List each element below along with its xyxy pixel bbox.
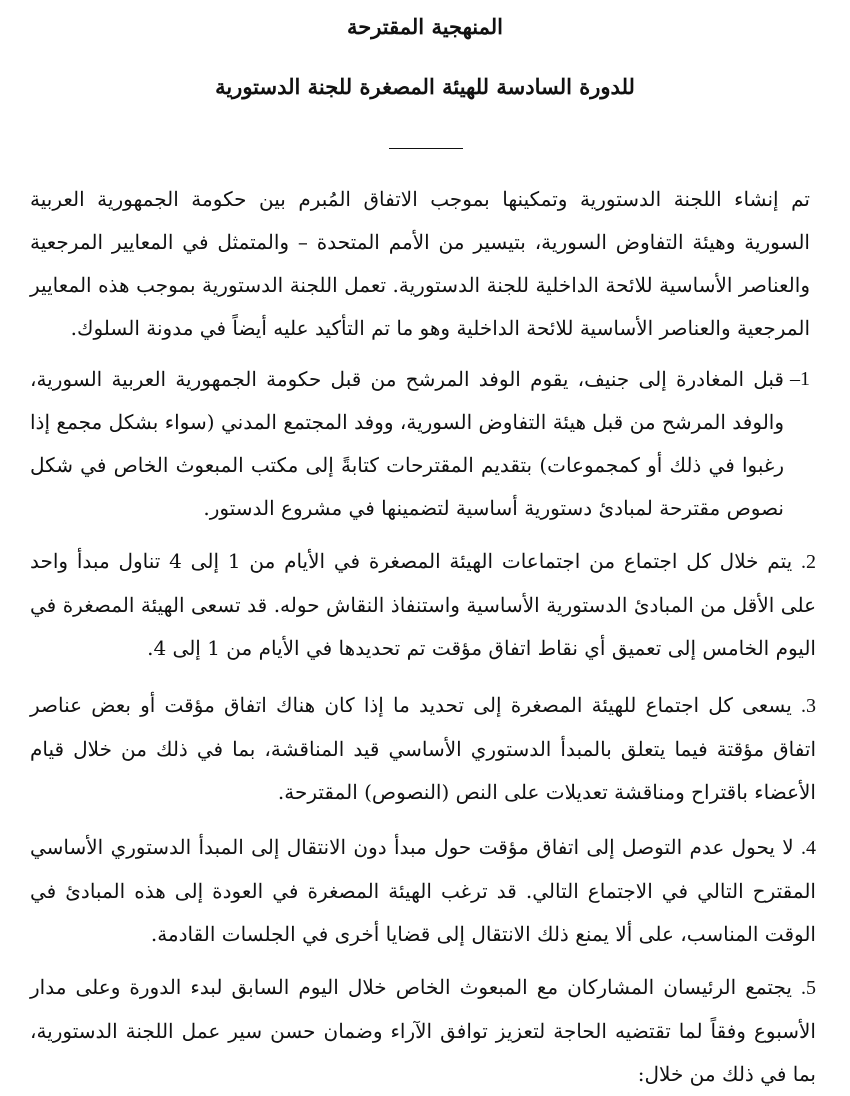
list-item-1-text: قبل المغادرة إلى جنيف، يقوم الوفد المرشح من قبل حكومة الجمهورية العربية السورية، والوفد المرشح من قبل هيئة التفاوض السورية، ووفد المجتمع المدني (سواء بشكل مجمع إذا رغبوا في ذلك أو كمجموعات) بتقديم المقترحات كتابةً إلى مكتب المبعوث الخاص في شكل نصوص مقترحة لمبادئ دستورية أساسية لتضمينها في مشروع الدستور. — [30, 367, 784, 520]
document-title: المنهجية المقترحة — [346, 14, 503, 39]
list-item-1-number: 1– — [790, 368, 810, 390]
list-item-3-number: 3. — [801, 695, 816, 717]
list-item-3-text: يسعى كل اجتماع للهيئة المصغرة إلى تحديد ما إذا كان هناك اتفاق مؤقت أو بعض عناصر اتفاق مؤقتة فيما يتعلق بالمبدأ الدستوري الأساسي قيد المناقشة، بما في ذلك من خلال قيام الأعضاء باقتراح ومناقشة تعديلات على النص (النصوص) المقترحة. — [30, 693, 816, 804]
list-item-1 — [30, 358, 810, 530]
list-item-3 — [30, 684, 816, 814]
list-item-4-text: لا يحول عدم التوصل إلى اتفاق مؤقت حول مبدأ دون الانتقال إلى المبدأ الدستوري الأساسي المقترح التالي في الاجتماع التالي. قد ترغب الهيئة المصغرة في العودة إلى هذه المبادئ في الوقت المناسب، على ألا يمنع ذلك الانتقال إلى قضايا أخرى في الجلسات القادمة. — [30, 835, 816, 946]
list-item-2 — [30, 540, 816, 670]
list-item-4 — [30, 826, 816, 956]
list-item-4-number: 4. — [801, 837, 816, 859]
list-item-5-text: يجتمع الرئيسان المشاركان مع المبعوث الخاص خلال اليوم السابق لبدء الدورة وعلى مدار الأسبوع وفقاً لما تقتضيه الحاجة لتعزيز توافق الآراء وضمان حسن سير عمل اللجنة الدستورية، بما في ذلك من خلال: — [30, 975, 816, 1086]
intro-paragraph: تم إنشاء اللجنة الدستورية وتمكينها بموجب الاتفاق المُبرم بين حكومة الجمهورية العربية السورية وهيئة التفاوض السورية، بتيسير من الأمم المتحدة – والمتمثل في المعايير المرجعية والعناصر الأساسية للائحة الداخلية للجنة الدستورية. تعمل اللجنة الدستورية بموجب هذه المعايير المرجعية والعناصر الأساسية للائحة الداخلية وهو ما تم التأكيد عليه أيضاً في مدونة السلوك. — [30, 187, 810, 340]
list-item-5-number: 5. — [801, 977, 817, 999]
document-subtitle: للدورة السادسة للهيئة المصغرة للجنة الدستورية — [215, 74, 635, 99]
title-divider — [389, 148, 463, 149]
list-item-2-text: يتم خلال كل اجتماع من اجتماعات الهيئة المصغرة في الأيام من 1 إلى 4 تناول مبدأ واحد على الأقل من المبادئ الدستورية الأساسية واستنفاذ النقاش حوله. قد تسعى الهيئة المصغرة في اليوم الخامس إلى تعميق أي نقاط اتفاق مؤقت تم تحديدها في الأيام من 1 إلى 4. — [30, 549, 816, 660]
list-item-5 — [30, 966, 816, 1096]
list-item-2-number: 2. — [801, 551, 816, 573]
